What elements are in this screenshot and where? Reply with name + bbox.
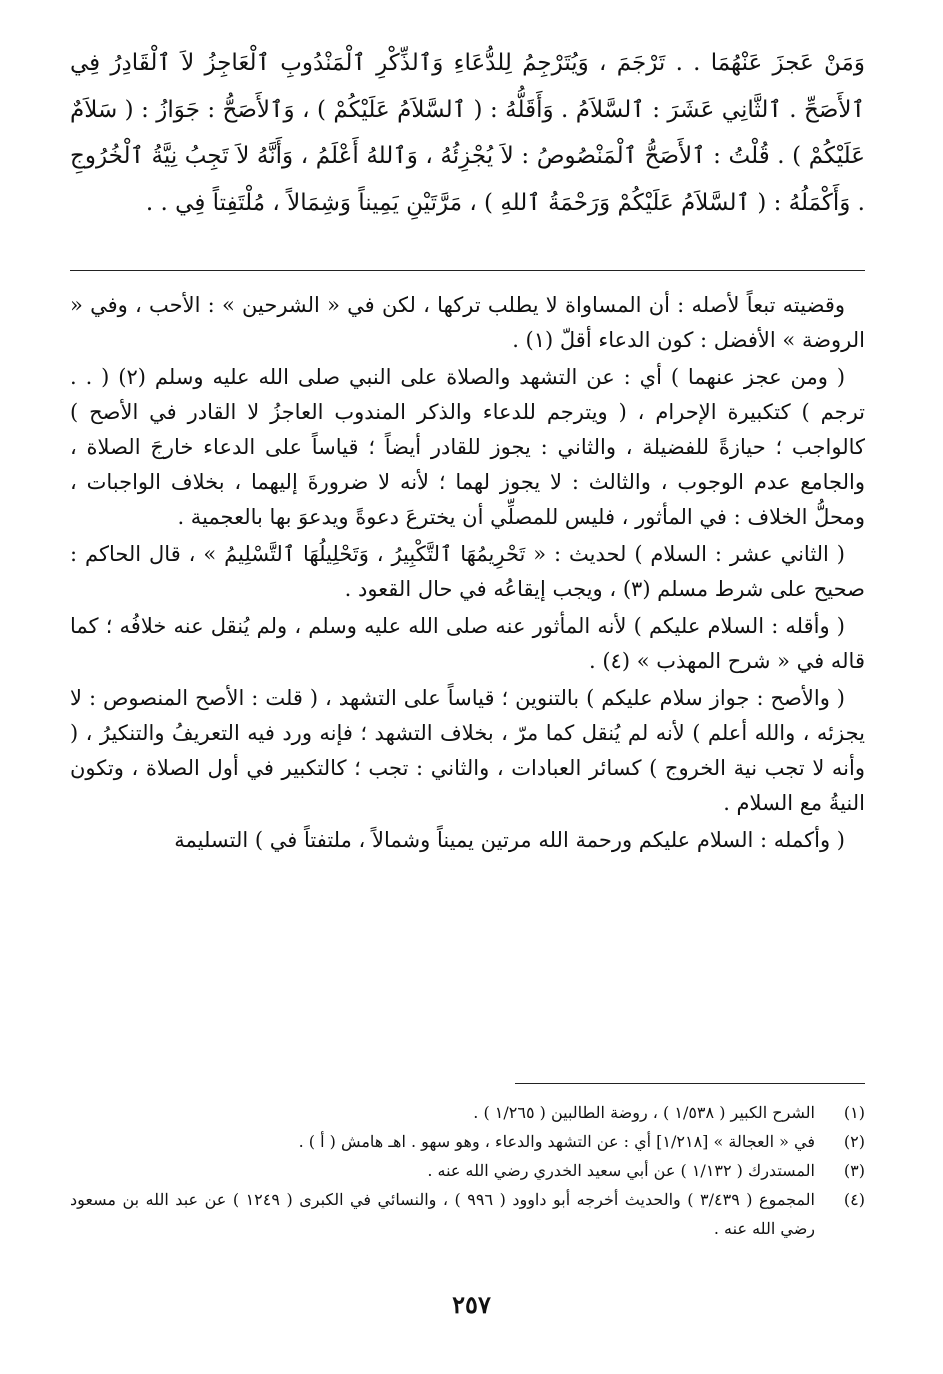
footnote-separator-rule [515,1083,865,1084]
commentary-paragraph: ( الثاني عشر : السلام ) لحديث : « تَحْرِيمُهَا ٱلتَّكْبِيرُ ، وَتَحْلِيلُهَا ٱلتَّسْلِيمُ » ، قال الحاكم : صحيح على شرط مسلم (٣) ، ويجب إيقاعُه في حال القعود . [70,542,865,601]
footnotes [70,1098,865,1243]
commentary-paragraph: وقضيته تبعاً لأصله : أن المساواة لا يطلب تركها ، لكن في « الشرحين » : الأحب ، وفي « الروضة » الأفضل : كون الدعاء أقلّ (١) . [70,293,865,352]
footnote [70,1156,865,1185]
footnote [70,1098,865,1127]
commentary-paragraph: ( والأصح : جواز سلام عليكم ) بالتنوين ؛ قياساً على التشهد ، ( قلت : الأصح المنصوص : لا يجزئه ، والله أعلم ) لأنه لم يُنقل كما مرّ ، بخلاف التشهد ؛ فإنه ورد فيه التعريفُ والتنكيرُ ، ( وأنه لا تجب نية الخروج ) كسائر العبادات ، والثاني : تجب ؛ كالتكبير في أول الصلاة ، وتكون النيةُ مع السلام . [70,686,865,815]
footnote [70,1185,865,1243]
footnote-number: (٤) [843,1190,865,1209]
commentary-paragraph: ( وأقله : السلام عليكم ) لأنه المأثور عنه صلى الله عليه وسلم ، ولم يُنقل عنه خلافُه ؛ كما قاله في « شرح المهذب » (٤) . [70,614,865,673]
matn-text [70,40,865,226]
page-number: ٢٥٧ [452,1290,491,1319]
footnote-text: المستدرك ( ١/١٣٢ ) عن أبي سعيد الخدري رضي الله عنه . [427,1161,815,1180]
footnote-text: المجموع ( ٣/٤٣٩ ) والحديث أخرجه أبو داوود ( ٩٩٦ ) ، والنسائي في الكبرى ( ١٢٤٩ ) عن عبد الله بن مسعود رضي الله عنه . [70,1190,816,1238]
matn-paragraph: وَمَنْ عَجزَ عَنْهُمَا . . تَرْجَمَ ، وَيُتَرْجِمُ لِلدُّعَاءِ وَٱلذِّكْرِ ٱلْمَنْدُوبِ ٱلْعَاجِزُ لاَ ٱلْقَادِرُ فِي ٱلأَصَحِّ . ٱلثَّانِي عَشَرَ : ٱلسَّلاَمُ . وَأَقَلُّهُ : ( ٱلسَّلاَمُ عَلَيْكُمْ ) ، وَٱلأَصَحُّ : جَوَازُ : ( سَلاَمٌ عَلَيْكُمْ ) . قُلْتُ : ٱلأَصَحُّ ٱلْمَنْصُوصُ : لاَ يُجْزِئُهُ ، وَٱللهُ أَعْلَمُ ، وَأَنَّهُ لاَ تَجِبُ نِيَّةُ ٱلْخُرُوجِ . وَأَكْمَلُهُ : ( ٱلسَّلاَمُ عَلَيْكُمْ وَرَحْمَةُ ٱللهِ ) ، مَرَّتَيْنِ يَمِيناً وَشِمَالاً ، مُلْتَفِتاً فِي . . [70,50,865,216]
footnote-number: (٣) [843,1161,865,1180]
commentary-paragraph: ( ومن عجز عنهما ) أي : عن التشهد والصلاة على النبي صلى الله عليه وسلم (٢) ( . . ترجم ) كتكبيرة الإحرام ، ( ويترجم للدعاء والذكر المندوب العاجزُ لا القادر في الأصح ) كالواجب ؛ حيازةً للفضيلة ، والثاني : يجوز للقادر أيضاً ؛ قياساً على الدعاء خارجَ الصلاة ، والجامع عدم الوجوب ، والثالث : لا يجوز لهما ؛ لأنه لا ضرورةَ إليهما ، بخلاف الواجبات ، ومحلُّ الخلاف : في المأثور ، فليس للمصلِّي أن يخترعَ دعوةً ويدعوَ بها بالعجمية . [70,365,865,529]
footnote-number: (١) [843,1103,865,1122]
footnote-text: في « العجالة » [١/٢١٨] أي : عن التشهد والدعاء ، وهو سهو . اهـ هامش ( أ ) . [298,1132,815,1151]
commentary-paragraph: ( وأكمله : السلام عليكم ورحمة الله مرتين يميناً وشمالاً ، ملتفتاً في ) التسليمة [174,828,845,852]
commentary-text [70,288,865,860]
footnote-text: الشرح الكبير ( ١/٥٣٨ ) ، روضة الطالبين ( ١/٢٦٥ ) . [473,1103,815,1122]
footnote [70,1127,865,1156]
matn-separator-rule [70,270,865,271]
footnote-number: (٢) [843,1132,865,1151]
